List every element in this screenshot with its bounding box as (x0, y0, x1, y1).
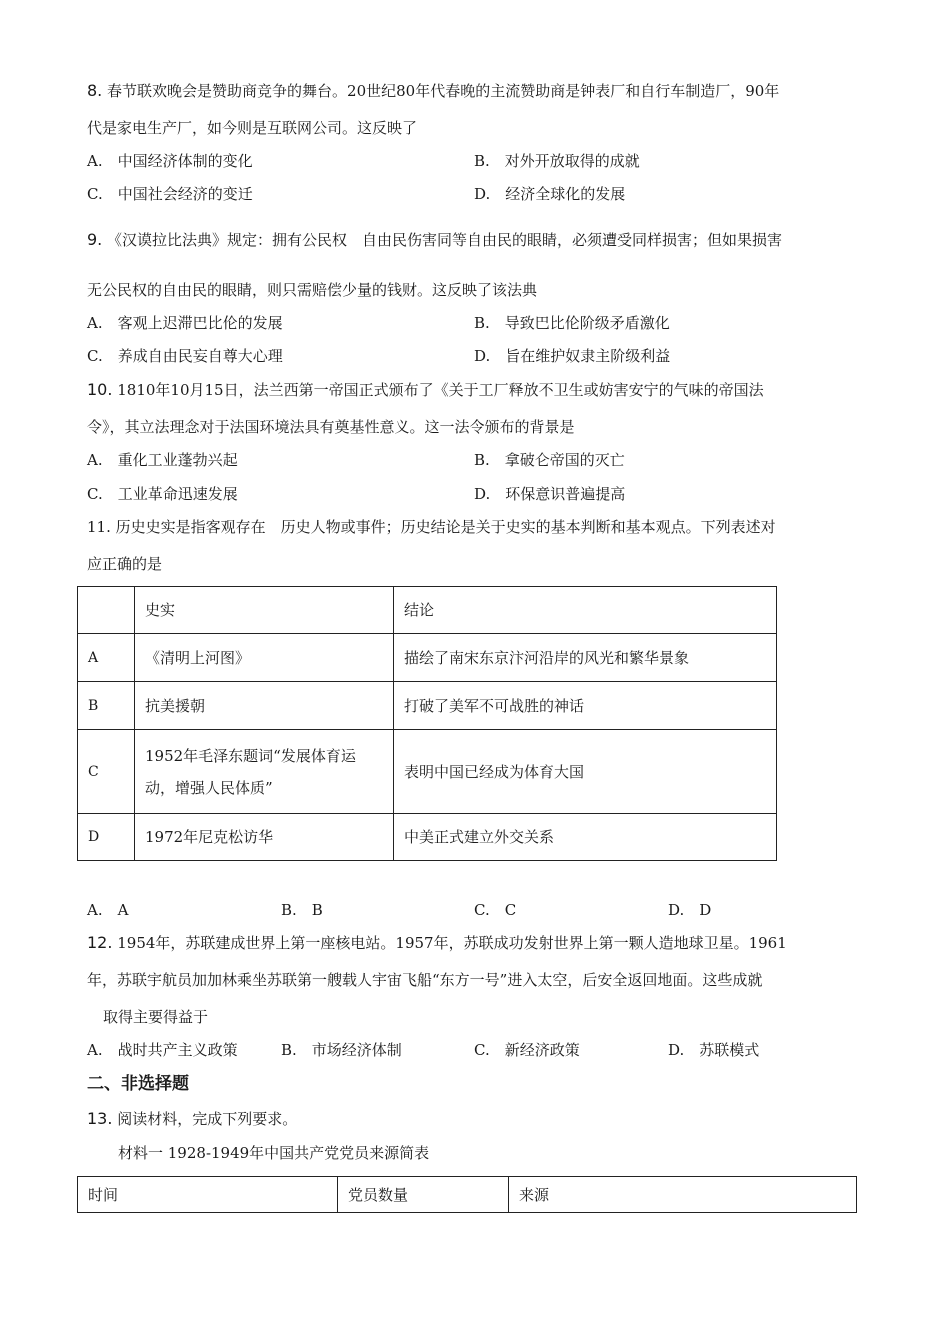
q11-option-d[interactable]: D. D (668, 901, 712, 919)
table-header-cell: 史实 (135, 587, 394, 634)
q8-stem-line2: 代是家电生产厂，如今则是互联网公司。这反映了 (87, 119, 418, 137)
q12-number: 12. (87, 933, 113, 952)
q9-option-b[interactable]: B. 导致巴比伦阶级矛盾激化 (474, 314, 670, 332)
table-header-cell (78, 587, 135, 634)
q9-option-a[interactable]: A. 客观上迟滞巴比伦的发展 (87, 314, 283, 332)
q13-material-title: 材料一 1928-1949年中国共产党党员来源简表 (118, 1144, 430, 1162)
q10-number: 10. (87, 380, 113, 399)
table-row (78, 682, 777, 730)
q9-stem-line2: 无公民权的自由民的眼睛，则只需赔偿少量的钱财。这反映了该法典 (87, 281, 538, 299)
q10-option-d[interactable]: D. 环保意识普遍提高 (474, 485, 626, 503)
q8-stem-line1: 8. 春节联欢晚会是赞助商竞争的舞台。20世纪80年代春晚的主流赞助商是钟表厂和自行车制造厂，90年 (87, 81, 780, 100)
q9-option-c[interactable]: C. 养成自由民妄自尊大心理 (87, 347, 283, 365)
row-fact-line1: 1952年毛泽东题词“发展体育运 (145, 746, 356, 765)
q9-number: 9. (87, 230, 103, 249)
q9-stem-line1: 9. 《汉谟拉比法典》规定：拥有公民权 自由民伤害同等自由民的眼睛，必须遭受同样损害；但如果损害 (87, 230, 783, 249)
q13-stem: 13. 阅读材料，完成下列要求。 (87, 1109, 298, 1128)
q13-number: 13. (87, 1109, 113, 1128)
row-label: C (78, 730, 135, 814)
section-heading: 二、非选择题 (87, 1074, 189, 1094)
table-header-row (78, 1177, 857, 1213)
q12-option-a[interactable]: A. 战时共产主义政策 (87, 1041, 238, 1059)
q12-option-c[interactable]: C. 新经济政策 (474, 1041, 580, 1059)
row-label: D (78, 814, 135, 861)
q10-stem-line2: 令》，其立法理念对于法国环境法具有奠基性意义。这一法令颁布的背景是 (87, 418, 575, 436)
q10-option-b[interactable]: B. 拿破仑帝国的灭亡 (474, 451, 625, 469)
q8-option-d[interactable]: D. 经济全球化的发展 (474, 185, 626, 203)
row-fact-line2: 动，增强人民体质” (145, 778, 273, 797)
table-header-row (78, 587, 777, 634)
q12-option-d[interactable]: D. 苏联模式 (668, 1041, 760, 1059)
q10-stem-line1: 10. 1810年10月15日，法兰西第一帝国正式颁布了《关于工厂释放不卫生或妨害安宁的气味的帝国法 (87, 380, 764, 399)
q12-stem-line1: 12. 1954年，苏联建成世界上第一座核电站。1957年，苏联成功发射世界上第一颗人造地球卫星。1961 (87, 933, 787, 952)
row-fact: 1972年尼克松访华 (135, 814, 394, 861)
q13-table (77, 1176, 857, 1213)
table-row (78, 814, 777, 861)
table-header-cell: 时间 (78, 1177, 338, 1213)
row-conclusion: 表明中国已经成为体育大国 (394, 730, 777, 814)
table-row (78, 634, 777, 682)
q11-option-c[interactable]: C. C (474, 901, 517, 919)
row-fact: 《清明上河图》 (135, 634, 394, 682)
row-label: B (78, 682, 135, 730)
row-fact (135, 730, 394, 814)
q8-option-c[interactable]: C. 中国社会经济的变迁 (87, 185, 253, 203)
row-label: A (78, 634, 135, 682)
row-conclusion: 描绘了南宋东京汴河沿岸的风光和繁华景象 (394, 634, 777, 682)
q10-option-c[interactable]: C. 工业革命迅速发展 (87, 485, 238, 503)
q8-option-a[interactable]: A. 中国经济体制的变化 (87, 152, 253, 170)
q8-number: 8. (87, 81, 103, 100)
table-header-cell: 来源 (509, 1177, 857, 1213)
table-header-cell: 结论 (394, 587, 777, 634)
q12-option-b[interactable]: B. 市场经济体制 (281, 1041, 402, 1059)
q12-stem-line2: 年，苏联宇航员加加林乘坐苏联第一艘载人宇宙飞船“东方一号”进入太空，后安全返回地面。这些成就 (87, 971, 763, 989)
q11-stem-line1: 11. 历史史实是指客观存在 历史人物或事件；历史结论是关于史实的基本判断和基本观点。下列表述对 (87, 518, 776, 536)
q10-option-a[interactable]: A. 重化工业蓬勃兴起 (87, 451, 238, 469)
row-conclusion: 中美正式建立外交关系 (394, 814, 777, 861)
q11-option-b[interactable]: B. B (281, 901, 323, 919)
q8-option-b[interactable]: B. 对外开放取得的成就 (474, 152, 640, 170)
row-conclusion: 打破了美军不可战胜的神话 (394, 682, 777, 730)
q12-stem-line3: 取得主要得益于 (103, 1008, 209, 1026)
table-row (78, 730, 777, 814)
q11-option-a[interactable]: A. A (87, 901, 129, 919)
row-fact: 抗美援朝 (135, 682, 394, 730)
q11-table (77, 586, 777, 861)
table-header-cell: 党员数量 (338, 1177, 509, 1213)
q11-stem-line2: 应正确的是 (87, 555, 163, 573)
q11-number: 11. (87, 518, 111, 536)
q9-option-d[interactable]: D. 旨在维护奴隶主阶级利益 (474, 347, 671, 365)
